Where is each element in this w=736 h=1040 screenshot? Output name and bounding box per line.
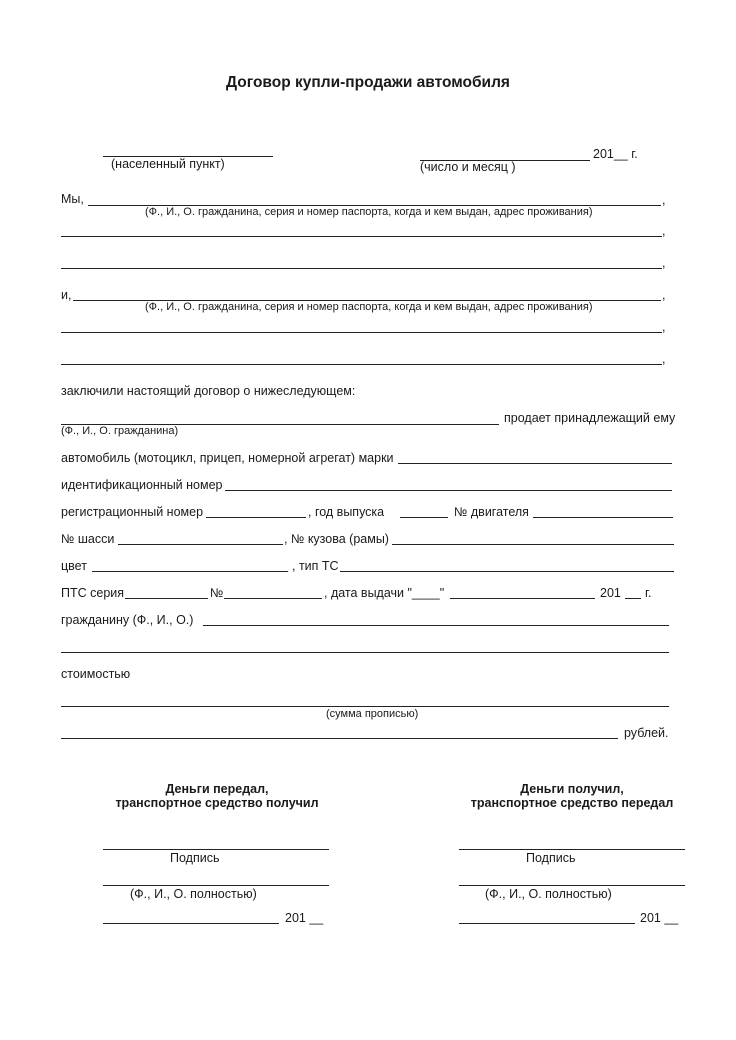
left-heading-1: Деньги передал, [165, 782, 269, 796]
pts-no-line[interactable] [224, 598, 322, 599]
engine-no-label: № двигателя [454, 505, 529, 519]
party1-line-3[interactable] [61, 268, 662, 269]
comma: , [662, 320, 666, 334]
comma: , [662, 352, 666, 366]
sum-line[interactable] [61, 706, 669, 707]
sum-line-2[interactable] [61, 738, 618, 739]
issue-date-line[interactable] [450, 598, 595, 599]
buyer-line[interactable] [203, 625, 669, 626]
left-heading-2: транспортное средство получил [115, 796, 319, 810]
issue-year-suffix: г. [645, 586, 652, 600]
agreement-intro: заключили настоящий договор о нижеследующем: [61, 384, 356, 398]
right-heading-1: Деньги получил, [520, 782, 624, 796]
party1-caption: (Ф., И., О. гражданина, серия и номер паспорта, когда и кем выдан, адрес проживания) [145, 206, 593, 218]
party2-line-3[interactable] [61, 364, 662, 365]
vehicle-brand-label: автомобиль (мотоцикл, прицеп, номерной агрегат) марки [61, 451, 394, 465]
left-fio-caption: (Ф., И., О. полностью) [130, 887, 257, 901]
pts-series-line[interactable] [125, 598, 208, 599]
right-signature-line[interactable] [459, 849, 685, 850]
color-line[interactable] [92, 571, 288, 572]
vehicle-brand-line[interactable] [398, 463, 672, 464]
chassis-no-line[interactable] [118, 544, 283, 545]
issue-year-line[interactable] [625, 598, 641, 599]
buyer-label: гражданину (Ф., И., О.) [61, 613, 194, 627]
document-title: Договор купли-продажи автомобиля [226, 74, 510, 91]
right-fio-line[interactable] [459, 885, 685, 886]
party2-line-2[interactable] [61, 332, 662, 333]
body-no-line[interactable] [392, 544, 674, 545]
right-fio-caption: (Ф., И., О. полностью) [485, 887, 612, 901]
sells-text: продает принадлежащий ему [504, 411, 676, 425]
issue-year: 201 [600, 586, 621, 600]
color-label: цвет [61, 559, 87, 573]
comma: , [662, 256, 666, 270]
vin-line[interactable] [225, 490, 672, 491]
vehicle-type-line[interactable] [340, 571, 674, 572]
issue-date-label: , дата выдачи "____" [324, 586, 445, 600]
right-date-line[interactable] [459, 923, 635, 924]
pts-no-label: № [210, 586, 224, 600]
right-signature-caption: Подпись [526, 851, 576, 865]
right-date-suffix: 201 __ [640, 911, 679, 925]
reg-number-label: регистрационный номер [61, 505, 204, 519]
left-signature-caption: Подпись [170, 851, 220, 865]
cost-label: стоимостью [61, 667, 131, 681]
seller-caption: (Ф., И., О. гражданина) [61, 425, 179, 437]
comma: , [662, 288, 666, 302]
left-fio-line[interactable] [103, 885, 329, 886]
vin-label: идентификационный номер [61, 478, 223, 492]
reg-number-line[interactable] [206, 517, 306, 518]
buyer-line-2[interactable] [61, 652, 669, 653]
sum-caption: (сумма прописью) [326, 708, 419, 720]
comma: , [662, 193, 666, 207]
body-no-label: , № кузова (рамы) [284, 532, 389, 546]
party2-prefix: и, [61, 288, 72, 302]
year-label: , год выпуска [308, 505, 385, 519]
left-date-suffix: 201 __ [285, 911, 324, 925]
vehicle-type-label: , тип ТС [292, 559, 339, 573]
engine-no-line[interactable] [533, 517, 673, 518]
left-signature-line[interactable] [103, 849, 329, 850]
year-line[interactable] [400, 517, 448, 518]
left-date-line[interactable] [103, 923, 279, 924]
right-heading-2: транспортное средство передал [470, 796, 674, 810]
chassis-no-label: № шасси [61, 532, 115, 546]
date-caption: (число и месяц ) [420, 160, 516, 174]
pts-series-label: ПТС серия [61, 586, 125, 600]
comma: , [662, 224, 666, 238]
party1-line-2[interactable] [61, 236, 662, 237]
party1-prefix: Мы, [61, 192, 84, 206]
date-year: 201__ г. [593, 147, 638, 161]
party2-caption: (Ф., И., О. гражданина, серия и номер паспорта, когда и кем выдан, адрес проживания) [145, 301, 593, 313]
rubles-label: рублей. [624, 726, 669, 740]
place-caption: (населенный пункт) [111, 157, 225, 171]
